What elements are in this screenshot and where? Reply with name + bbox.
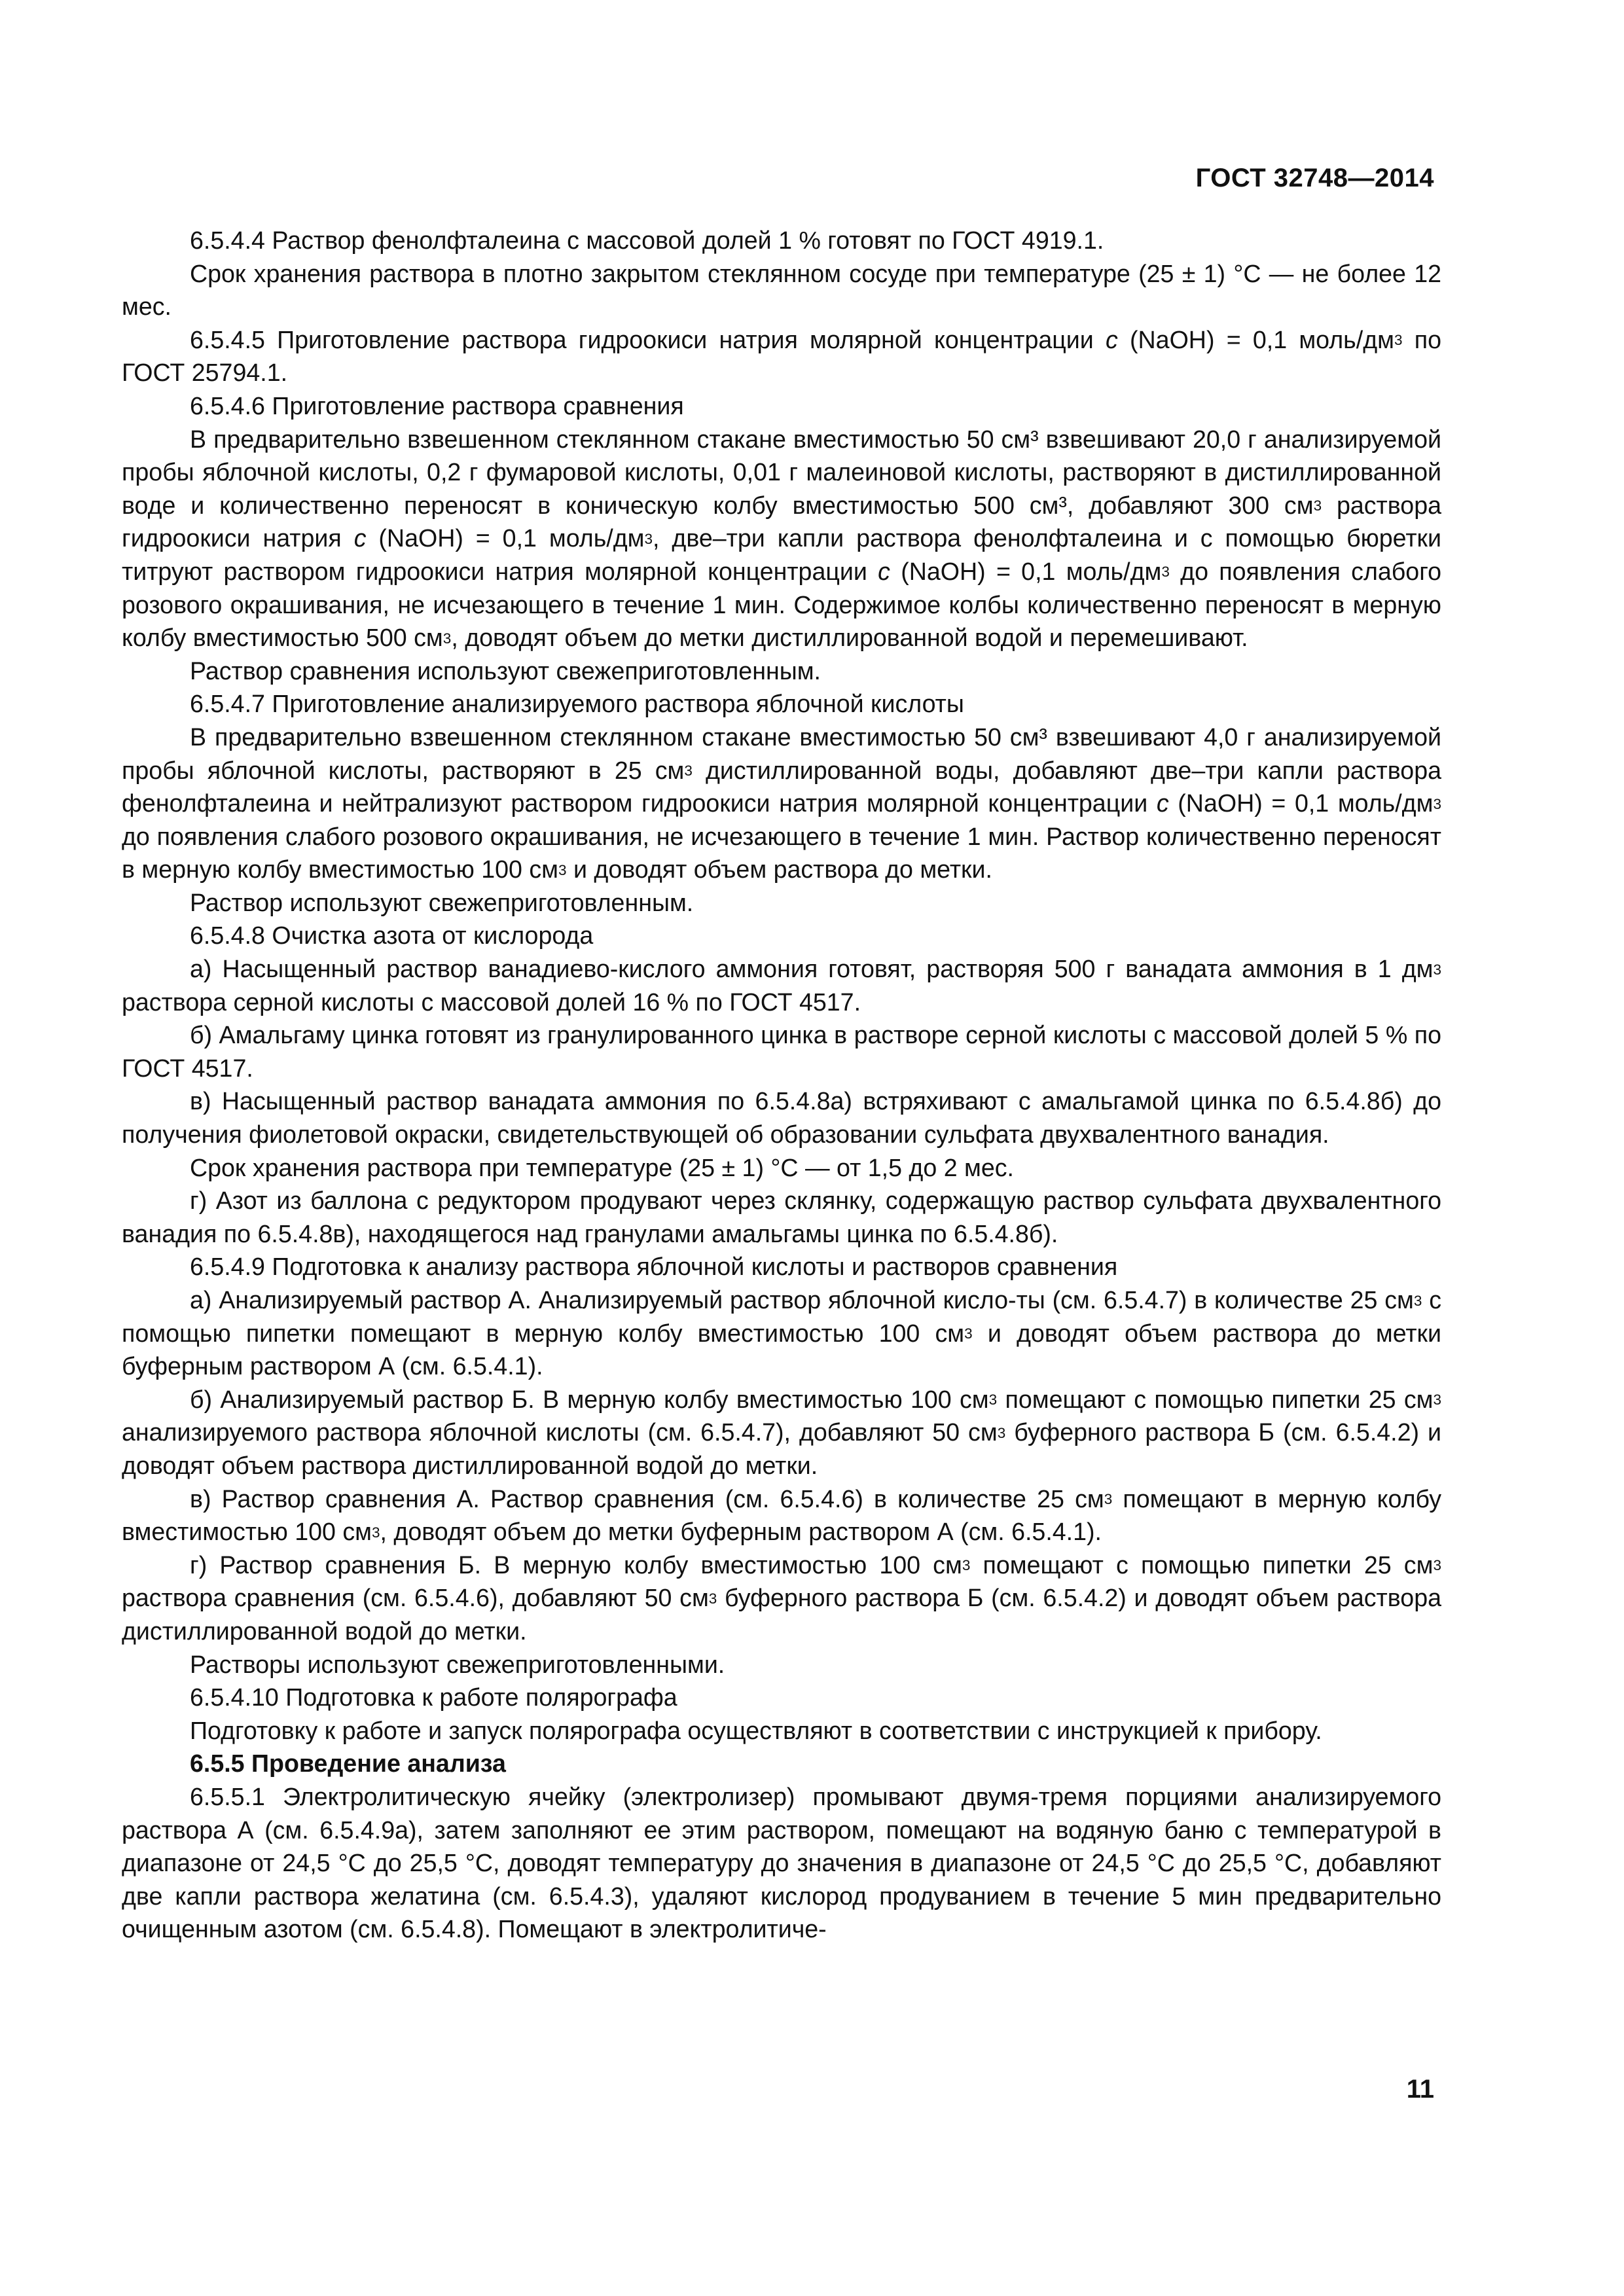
paragraph: Раствор используют свежеприготовленным.: [190, 888, 694, 916]
paragraph: Срок хранения раствора в плотно закрытом стеклянном сосуде при температуре (25 ± 1) °С — не более 12 мес.: [122, 259, 1441, 321]
paragraph: б) Амальгаму цинка готовят из гранулированного цинка в растворе серной кислоты с массовой долей 5 % по ГОСТ 4517.: [122, 1021, 1441, 1082]
paragraph: Срок хранения раствора при температуре (25 ± 1) °С — от 1,5 до 2 мес.: [190, 1153, 1014, 1181]
document-body: [122, 224, 1441, 1946]
paragraph: б) Анализируемый раствор Б. В мерную колбу вместимостью 100 $см^3$ помещают с помощью пипетки 25 $см^3$ анализируемого раствора яблочной кислоты (см. 6.5.4.7), добавляют 50 $см^3$ буферного раствора Б (см. 6.5.4.2) и доводят объем раствора дистиллированной водой до метки.: [122, 1385, 1441, 1479]
paragraph: а) Анализируемый раствор А. Анализируемый раствор яблочной кисло-ты (см. 6.5.4.7) в количестве 25 $см^3$ с помощью пипетки помещают в мерную колбу вместимостью 100 $см^3$ и доводят объем раствора до метки буферным раствором А (см. 6.5.4.1).: [122, 1286, 1441, 1380]
paragraph: 6.5.5.1 Электролитическую ячейку (электролизер) промывают двумя-тремя порциями анализируемого раствора А (см. 6.5.4.9а), затем заполняют ее этим раствором, помещают на водяную баню с температурой в диапазоне от 24,5 °С до 25,5 °С, доводят температуру до значения в диапазоне от 24,5 °С до 25,5 °С, добавляют две капли раствора желатина (см. 6.5.4.3), удаляют кислород продуванием в течение 5 мин предварительно очищенным азотом (см. 6.5.4.8). Помещают в электролитиче-: [122, 1782, 1441, 1943]
paragraph: г) Раствор сравнения Б. В мерную колбу вместимостью 100 $см^3$ помещают с помощью пипетки 25 $см^3$ раствора сравнения (см. 6.5.4.6), добавляют 50 $см^3$ буферного раствора Б (см. 6.5.4.2) и доводят объем раствора дистиллированной водой до метки.: [122, 1551, 1441, 1645]
paragraph: Раствор сравнения используют свежеприготовленным.: [190, 656, 821, 685]
section-heading: 6.5.5 Проведение анализа: [190, 1749, 506, 1778]
paragraph: 6.5.4.6 Приготовление раствора сравнения: [190, 391, 684, 420]
paragraph: в) Насыщенный раствор ванадата аммония по 6.5.4.8а) встряхивают с амальгамой цинка по 6.5.4.8б) до получения фиолетовой окраски, свидетельствующей об образовании сульфата двухвалентного ванадия.: [122, 1087, 1441, 1149]
document-header: ГОСТ 32748—2014: [1195, 164, 1434, 192]
paragraph: а) Насыщенный раствор ванадиево-кислого аммония готовят, растворяя 500 г ванадата аммония в 1 $дм^3$ раствора серной кислоты с массовой долей 16 % по ГОСТ 4517.: [122, 955, 1441, 1016]
paragraph: г) Азот из баллона с редуктором продувают через склянку, содержащую раствор сульфата двухвалентного ванадия по 6.5.4.8в), находящегося над гранулами амальгамы цинка по 6.5.4.8б).: [122, 1187, 1441, 1247]
paragraph: 6.5.4.5 Приготовление раствора гидроокиси натрия молярной концентрации с (NaOH) = 0,1 моль/$дм^3$ по ГОСТ 25794.1.: [122, 325, 1441, 387]
paragraph: 6.5.4.7 Приготовление анализируемого раствора яблочной кислоты: [190, 690, 964, 718]
paragraph: Растворы используют свежеприготовленными.: [190, 1650, 725, 1678]
paragraph: 6.5.4.9 Подготовка к анализу раствора яблочной кислоты и растворов сравнения: [190, 1253, 1118, 1281]
paragraph: 6.5.4.4 Раствор фенолфталеина с массовой долей 1 % готовят по ГОСТ 4919.1.: [190, 226, 1104, 254]
paragraph: Подготовку к работе и запуск полярографа осуществляют в соответствии с инструкцией к прибору.: [190, 1716, 1322, 1744]
paragraph: 6.5.4.10 Подготовка к работе полярографа: [190, 1683, 677, 1712]
paragraph: в) Раствор сравнения А. Раствор сравнения (см. 6.5.4.6) в количестве 25 $см^3$ помещают в мерную колбу вместимостью 100 $см^3$, доводят объем до метки буферным раствором А (см. 6.5.4.1).: [122, 1484, 1441, 1546]
page-number: 11: [1406, 2075, 1434, 2104]
paragraph: В предварительно взвешенном стеклянном стакане вместимостью 50 см³ взвешивают 4,0 г анализируемой пробы яблочной кислоты, растворяют в 25 $см^3$ дистиллированной воды, добавляют две–три капли раствора фенолфталеина и нейтрализуют раствором гидроокиси натрия молярной концентрации с (NaOH) = 0,1 моль/$дм^3$ до появления слабого розового окрашивания, не исчезающего в течение 1 мин. Раствор количественно переносят в мерную колбу вместимостью 100 $см^3$ и доводят объем раствора до метки.: [122, 723, 1441, 884]
paragraph: 6.5.4.8 Очистка азота от кислорода: [190, 922, 594, 950]
paragraph: В предварительно взвешенном стеклянном стакане вместимостью 50 см³ взвешивают 20,0 г анализируемой пробы яблочной кислоты, 0,2 г фумаровой кислоты, 0,01 г малеиновой кислоты, растворяют в дистиллированной воде и количественно переносят в коническую колбу вместимостью 500 см³, добавляют 300 $см^3$ раствора гидроокиси натрия с (NaOH) = 0,1 моль/$дм^3$, две–три капли раствора фенолфталеина и с помощью бюретки титруют раствором гидроокиси натрия молярной концентрации с (NaOH) = 0,1 моль/$дм^3$ до появления слабого розового окрашивания, не исчезающего в течение 1 мин. Содержимое колбы количественно переносят в мерную колбу вместимостью 500 $см^3$, доводят объем до метки дистиллированной водой и перемешивают.: [122, 425, 1442, 652]
